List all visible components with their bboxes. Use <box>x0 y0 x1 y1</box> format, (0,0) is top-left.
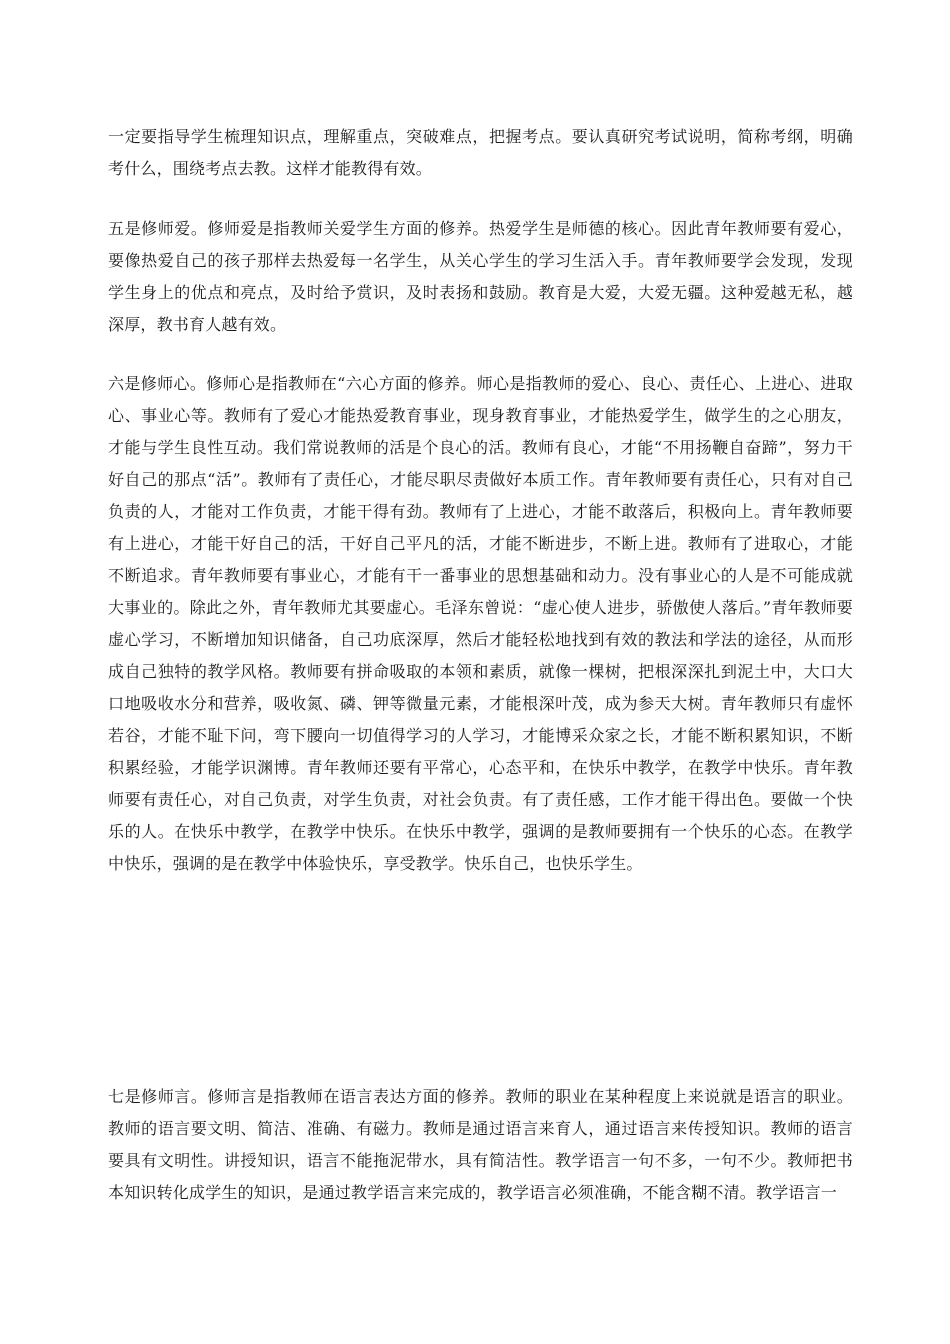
paragraph-teacher-heart: 六是修师心。修师心是指教师在“六心方面的修养。师心是指教师的爱心、良心、责任心、上进心、进取心、事业心等。教师有了爱心才能热爱教育事业，现身教育事业，才能热爱学生，做学生的之心朋友，才能与学生良性互动。我们常说教师的活是个良心的活。教师有良心，才能“不用扬鞭自奋蹄”，努力干好自己的那点“活”。教师有了责任心，才能尽职尽责做好本质工作。青年教师要有责任心，只有对自己负责的人，才能对工作负责，才能干得有劲。教师有了上进心，才能不敢落后，积极向上。青年教师要有上进心，才能干好自己的活，干好自己平凡的活，才能不断进步，不断上进。教师有了进取心，才能不断追求。青年教师要有事业心，才能有干一番事业的思想基础和动力。没有事业心的人是不可能成就大事业的。除此之外，青年教师尤其要虚心。毛泽东曾说：“虚心使人进步，骄傲使人落后。”青年教师要虚心学习，不断增加知识储备，自己功底深厚，然后才能轻松地找到有效的教法和学法的途径，从而形成自己独特的教学风格。教师要有拼命吸取的本领和素质，就像一棵树，把根深深扎到泥土中，大口大口地吸收水分和营养，吸收氮、磷、钾等微量元素，才能根深叶茂，成为参天大树。青年教师只有虚怀若谷，才能不耻下问，弯下腰向一切值得学习的人学习，才能博采众家之长，才能不断积累知识，不断积累经验，才能学识渊博。青年教师还要有平常心，心态平和，在快乐中教学，在教学中快乐。青年教师要有责任心，对自己负责，对学生负责，对社会负责。有了责任感，工作才能干得出色。要做一个快乐的人。在快乐中教学，在教学中快乐。在快乐中教学，强调的是教师要拥有一个快乐的心态。在教学中快乐，强调的是在教学中体验快乐，享受教学。快乐自己，也快乐学生。 <box>108 374 853 873</box>
paragraph-teacher-love: 五是修师爱。修师爱是指教师关爱学生方面的修养。热爱学生是师德的核心。因此青年教师要有爱心，要像热爱自己的孩子那样去热爱每一名学生，从关心学生的学习生活入手。青年教师要学会发现，发现学生身上的优点和亮点，及时给予赏识，及时表扬和鼓励。教育是大爱，大爱无疆。这种爱越无私，越深厚，教书育人越有效。 <box>108 219 853 334</box>
paragraph-teacher-language: 七是修师言。修师言是指教师在语言表达方面的修养。教师的职业在某种程度上来说就是语言的职业。教师的语言要文明、简洁、准确、有磁力。教师是通过语言来育人，通过语言来传授知识。教师的语言要具有文明性。讲授知识，语言不能拖泥带水，具有简洁性。教学语言一句不多，一句不少。教师把书本知识转化成学生的知识，是通过教学语言来完成的，教学语言必须准确，不能含糊不清。教学语言一 <box>108 1087 853 1202</box>
paragraph-guidance-exam-points: 一定要指导学生梳理知识点，理解重点，突破难点，把握考点。要认真研究考试说明，简称考纲，明确考什么，围绕考点去教。这样才能教得有效。 <box>108 127 853 178</box>
